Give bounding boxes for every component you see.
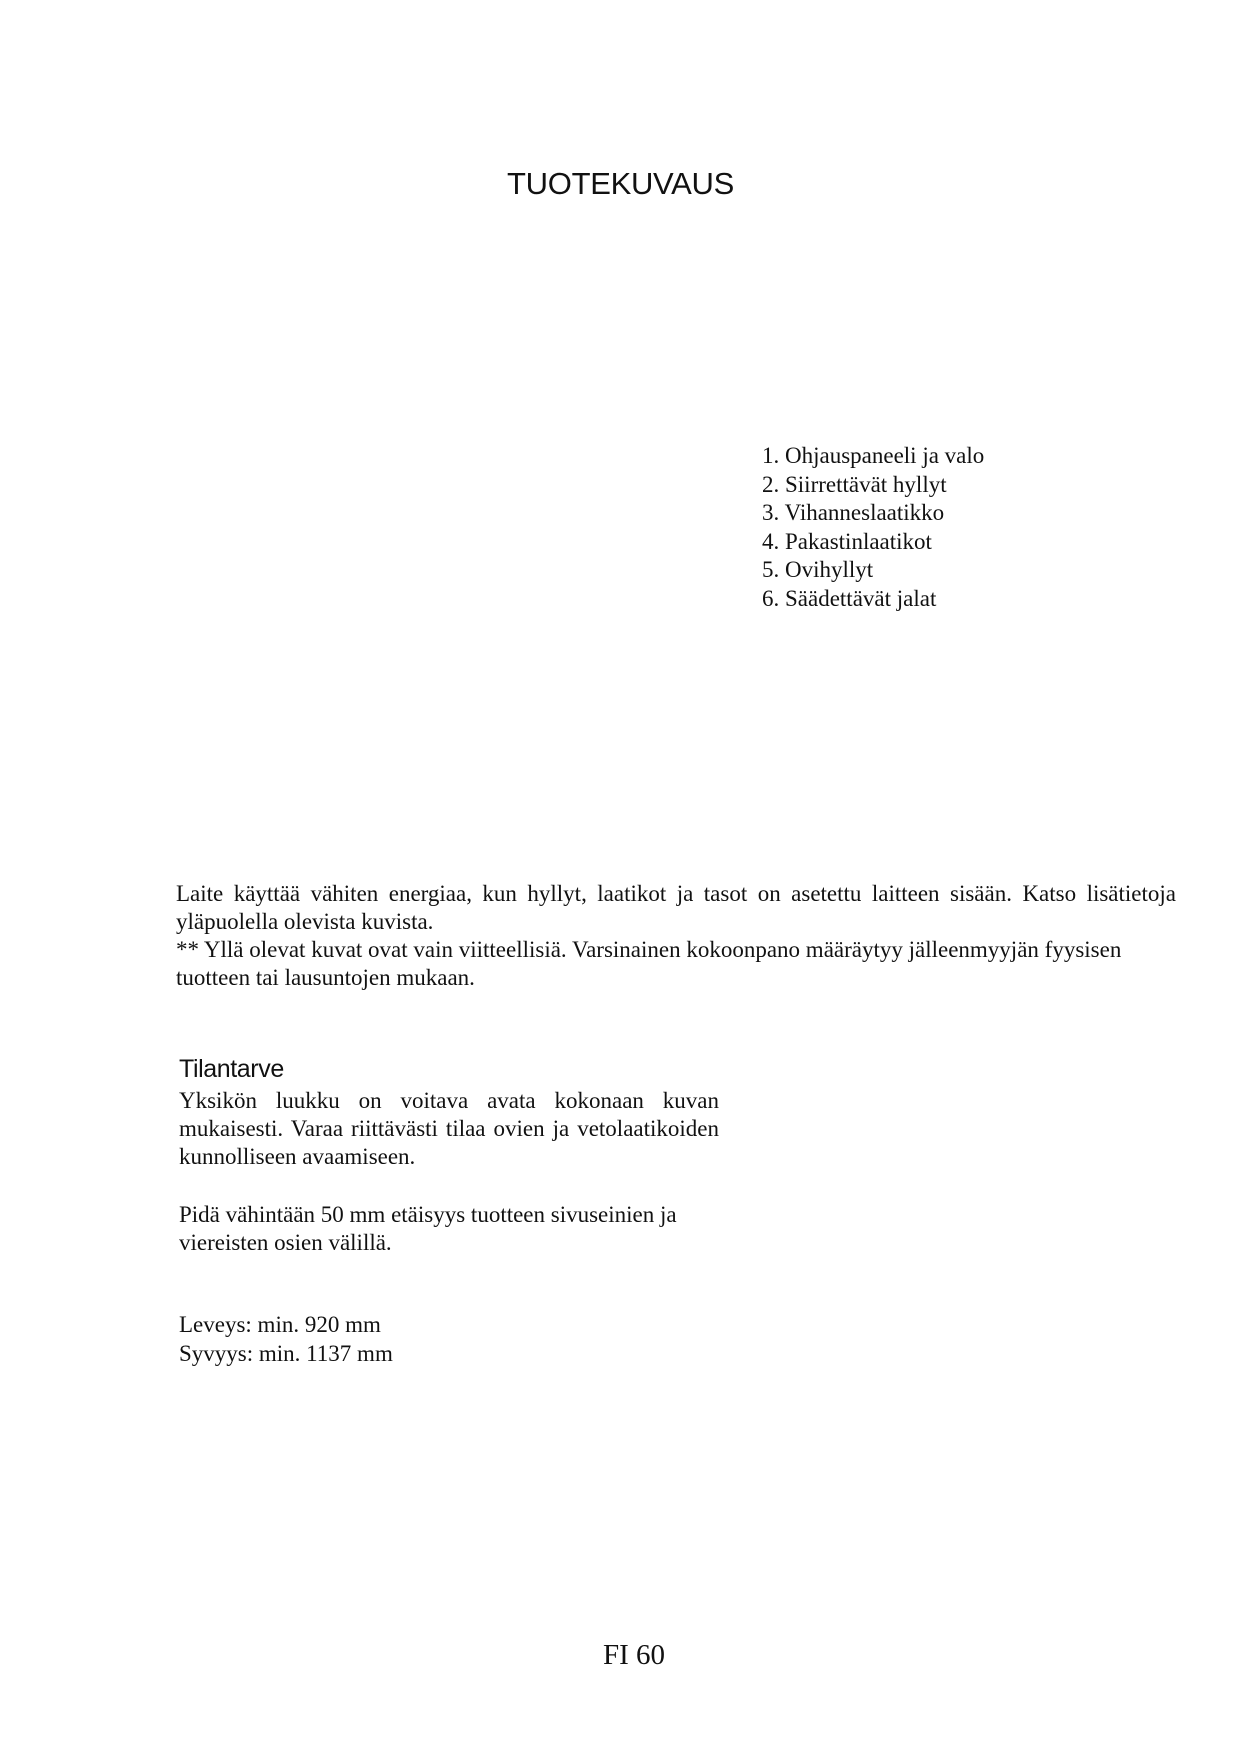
legend-item: 1. Ohjauspaneeli ja valo xyxy=(762,443,985,468)
disclaimer-line: tuotteen tai lausuntojen mukaan. xyxy=(176,965,475,990)
dimensions-block xyxy=(179,1311,393,1368)
energy-paragraph: Laite käyttää vähiten energiaa, kun hyllyt, laatikot ja tasot on asetettu laitteen sisään. Katso lisätietoja yläpuolella olevista kuvista. xyxy=(176,881,1176,934)
legend-item: 6. Säädettävät jalat xyxy=(762,585,937,611)
page-title: TUOTEKUVAUS xyxy=(507,166,734,201)
clearance-paragraph xyxy=(179,1201,719,1257)
clearance-line: viereisten osien välillä. xyxy=(179,1230,392,1255)
parts-legend xyxy=(762,442,984,614)
min-depth-value: Syvyys: min. 1137 mm xyxy=(179,1340,393,1366)
legend-item: 4. Pakastinlaatikot xyxy=(762,528,932,554)
space-requirement-section xyxy=(179,1053,719,1257)
legend-item: 2. Siirrettävät hyllyt xyxy=(762,471,947,497)
section-heading: Tilantarve xyxy=(179,1055,284,1083)
intro-section xyxy=(176,880,1176,992)
disclaimer-line: ** Yllä olevat kuvat ovat vain viitteellisiä. Varsinainen kokoonpano määräytyy jälleenmyyjän fyysisen xyxy=(176,937,1122,962)
legend-item: 3. Vihanneslaatikko xyxy=(762,500,945,526)
door-opening-paragraph: Yksikön luukku on voitava avata kokonaan kuvan mukaisesti. Varaa riittävästi tilaa ovien ja vetolaatikoiden kunnolliseen avaamiseen. xyxy=(179,1088,719,1169)
min-width-value: Leveys: min. 920 mm xyxy=(179,1312,381,1337)
clearance-line: Pidä vähintään 50 mm etäisyys tuotteen sivuseinien ja xyxy=(179,1202,677,1227)
disclaimer-note xyxy=(176,936,1206,992)
page-number: FI 60 xyxy=(602,1639,666,1671)
legend-item: 5. Ovihyllyt xyxy=(762,557,874,583)
